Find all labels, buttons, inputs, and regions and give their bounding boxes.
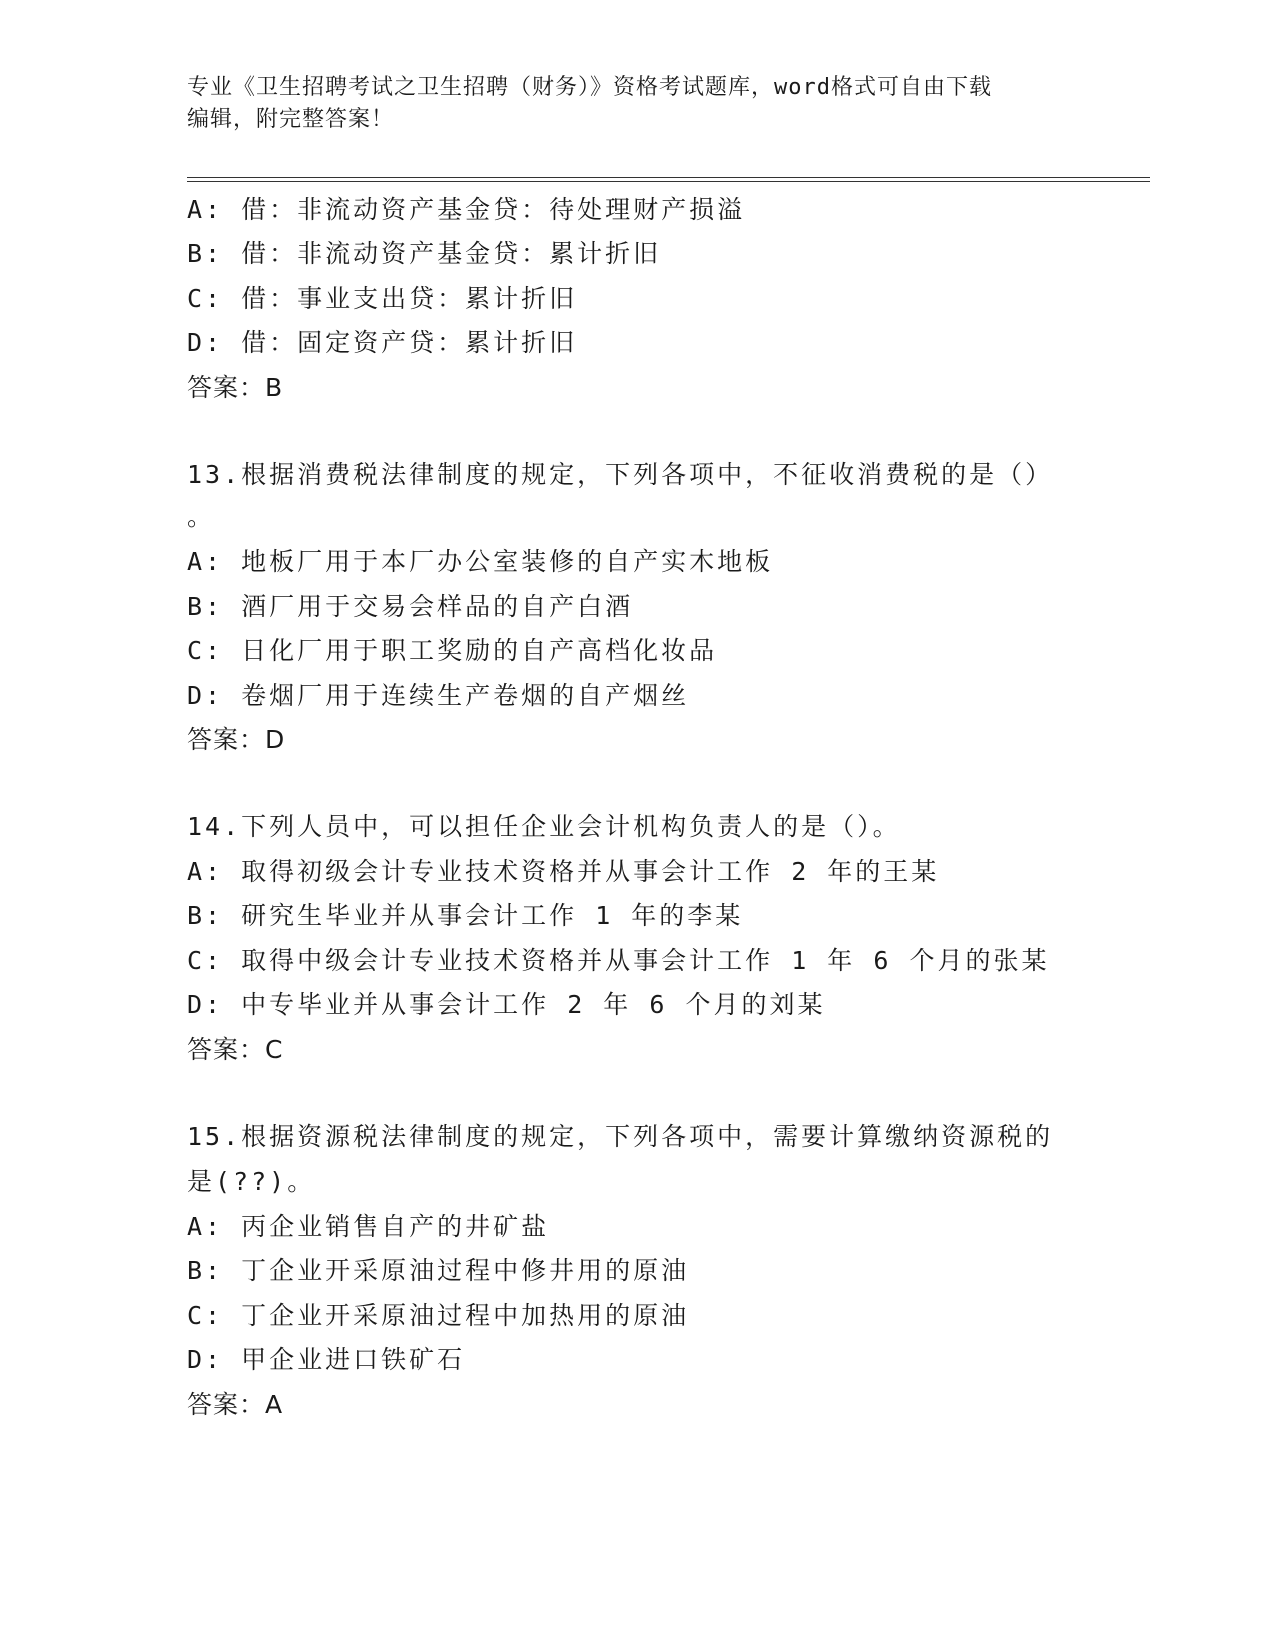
q14-stem: 14.下列人员中，可以担任企业会计机构负责人的是（）。 [187,812,901,841]
header-line-1: 专业《卫生招聘考试之卫生招聘（财务）》资格考试题库，word格式可自由下载 [187,75,992,100]
q15-answer: 答案：A [187,1390,284,1419]
q13-stem-cont: 。 [187,502,216,531]
q13-answer: 答案：D [187,725,286,754]
q15-stem: 15.根据资源税法律制度的规定，下列各项中，需要计算缴纳资源税的 [187,1122,1054,1151]
q15-option-a: A: 丙企业销售自产的井矿盐 [187,1212,550,1241]
header-line-2: 编辑，附完整答案！ [187,107,395,132]
q12-option-a: A: 借：非流动资产基金贷：待处理财产损溢 [187,195,746,224]
header-divider-top [187,177,1150,178]
q14-option-c: C: 取得中级会计专业技术资格并从事会计工作 1 年 6 个月的张某 [187,946,1050,975]
q15-option-c: C: 丁企业开采原油过程中加热用的原油 [187,1301,690,1330]
q12-option-d: D: 借：固定资产贷：累计折旧 [187,328,578,357]
q13-option-a: A: 地板厂用于本厂办公室装修的自产实木地板 [187,547,774,576]
document-header [187,72,1067,136]
q14-option-b: B: 研究生毕业并从事会计工作 1 年的李某 [187,901,744,930]
q13-option-d: D: 卷烟厂用于连续生产卷烟的自产烟丝 [187,681,690,710]
q15-stem-cont: 是(??)。 [187,1167,316,1196]
q13-stem: 13.根据消费税法律制度的规定，下列各项中，不征收消费税的是（） [187,460,1054,489]
q14-option-a: A: 取得初级会计专业技术资格并从事会计工作 2 年的王某 [187,857,940,886]
q15-option-b: B: 丁企业开采原油过程中修井用的原油 [187,1256,690,1285]
q12-answer: 答案：B [187,373,284,402]
header-divider-bottom [187,181,1150,182]
q15-option-d: D: 甲企业进口铁矿石 [187,1345,466,1374]
q14-option-d: D: 中专毕业并从事会计工作 2 年 6 个月的刘某 [187,990,826,1019]
q13-option-b: B: 酒厂用于交易会样品的自产白酒 [187,592,634,621]
q12-option-b: B: 借：非流动资产基金贷：累计折旧 [187,239,662,268]
q13-option-c: C: 日化厂用于职工奖励的自产高档化妆品 [187,636,718,665]
q14-answer: 答案：C [187,1035,284,1064]
q12-option-c: C: 借：事业支出贷：累计折旧 [187,284,578,313]
